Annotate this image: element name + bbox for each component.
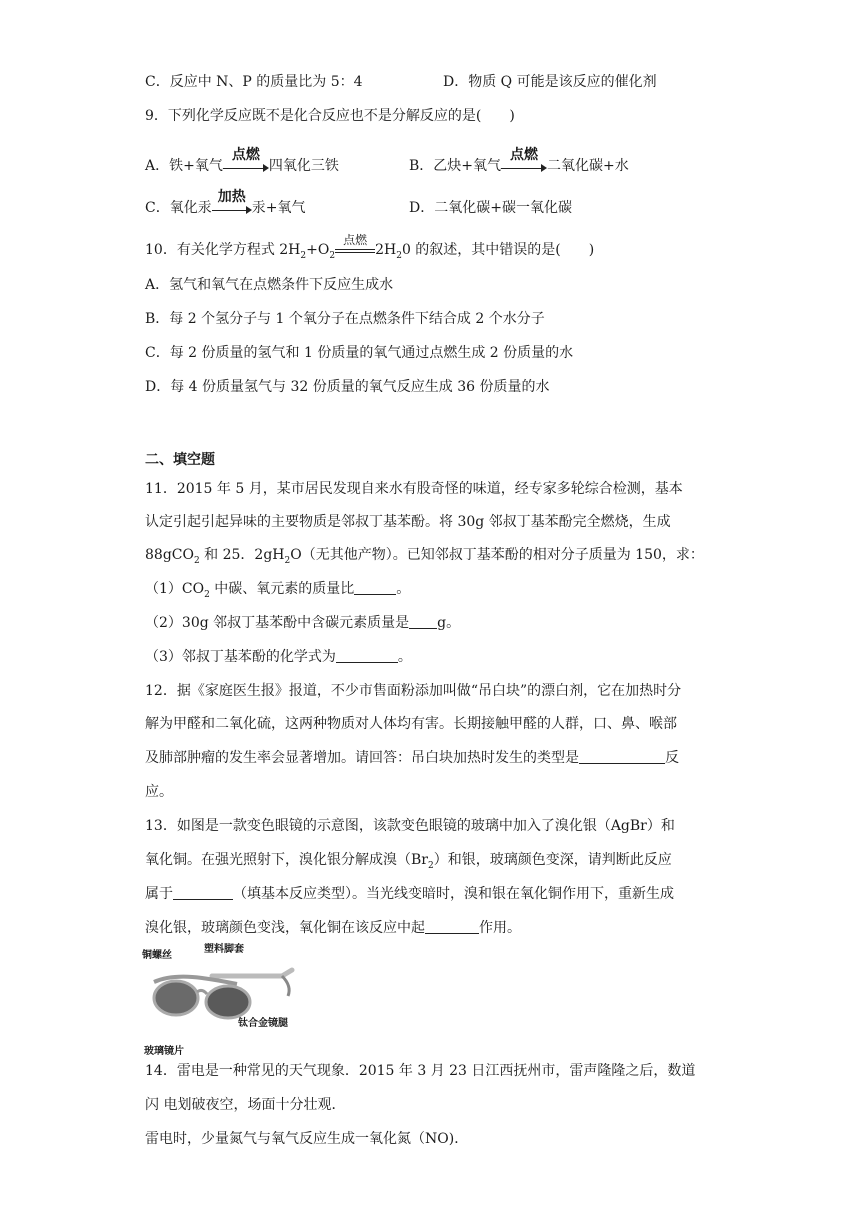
q10-option-d: D．每 4 份质量氢气与 32 份质量的氧气反应生成 36 份质量的水 (145, 379, 550, 395)
q9-a-condition: 点燃 (231, 147, 260, 163)
answer-blank[interactable] (409, 614, 437, 629)
q9-b-condition: 点燃 (510, 147, 539, 163)
section-title: 二、填空题 (145, 452, 215, 468)
q9-a-products: 四氧化三铁 (268, 158, 339, 174)
q8-option-c: C．反应中 N、P 的质量比为 5：4 (145, 74, 363, 90)
q12-line2: 解为甲醛和二氧化硫，这两种物质对人体均有害。长期接触甲醛的人群，口、鼻、喉部 (145, 716, 677, 732)
q10-option-a: A．氢气和氧气在点燃条件下反应生成水 (145, 277, 394, 293)
answer-blank[interactable] (336, 648, 398, 663)
answer-blank[interactable] (579, 749, 665, 764)
q8-option-d: D．物质 Q 可能是该反应的催化剂 (443, 74, 657, 90)
q13-line4: 溴化银，玻璃颜色变浅，氧化铜在该反应中起 作用。 (145, 920, 521, 936)
answer-blank[interactable] (173, 885, 233, 900)
reaction-arrow (501, 147, 547, 176)
q9-option-c (145, 189, 306, 218)
q11-part2: （2）30g 邻叔丁基苯酚中含碳元素质量是 g。 (145, 615, 461, 631)
label-sleeve: 塑料脚套 (204, 944, 244, 955)
reaction-arrow (223, 147, 269, 176)
q14-line1: 14．雷电是一种常见的天气现象．2015 年 3 月 23 日江西抚州市，雷声隆隆之后，数道 (145, 1063, 696, 1079)
equation-condition: 点燃 (335, 240, 375, 260)
q10-option-c: C．每 2 份质量的氢气和 1 份质量的氧气通过点燃生成 2 份质量的水 (145, 345, 574, 361)
label-screw: 铜螺丝 (142, 950, 172, 961)
q10-stem: 10．有关化学方程式 $2H_2+O_2$ 点燃 $2H_20$ 的叙述，其中错误的是( ) (145, 233, 595, 261)
q9-c-reactants: C．氧化汞 (145, 200, 212, 216)
q9-b-products: 二氧化碳+水 (547, 158, 629, 174)
q13-line1: 13．如图是一款变色眼镜的示意图，该款变色眼镜的玻璃中加入了溴化银（AgBr）和 (145, 818, 675, 834)
q9-a-reactants: A．铁+氧气 (145, 158, 223, 174)
q9-option-b (409, 147, 629, 176)
q9-option-d: D．二氧化碳+碳一氧化碳 (409, 200, 572, 216)
q11-part3: （3）邻叔丁基苯酚的化学式为 。 (145, 649, 412, 665)
q11-line1: 11．2015 年 5 月，某市居民发现自来水有股奇怪的味道，经专家多轮综合检测，基本 (145, 481, 683, 497)
q9-c-products: 汞+氧气 (251, 200, 306, 216)
reaction-arrow (212, 189, 252, 218)
answer-blank[interactable] (425, 919, 479, 934)
q9-option-a (145, 147, 339, 176)
q12-line4: 应。 (145, 784, 173, 800)
label-lens: 玻璃镜片 (144, 1046, 184, 1057)
q12-line3: 及肺部肿瘤的发生率会显著增加。请回答：吊白块加热时发生的类型是 反 (145, 750, 679, 766)
answer-blank[interactable] (354, 580, 396, 595)
q14-line2: 闪 电划破夜空，场面十分壮观． (145, 1097, 346, 1113)
q9-stem: 9．下列化学反应既不是化合反应也不是分解反应的是( ) (145, 108, 515, 124)
q13-line3: 属于 （填基本反应类型）。当光线变暗时，溴和银在氧化铜作用下，重新生成 (145, 886, 674, 902)
q12-line1: 12．据《家庭医生报》报道，不少市售面粉添加叫做“吊白块”的漂白剂，它在加热时分 (145, 683, 682, 699)
glasses-figure (142, 940, 310, 1060)
q11-line3: 88gCO$_2$ 和 25．$2gH_2O$（无其他产物）。已知邻叔丁基苯酚的相对分子质量为 150，求： (145, 547, 704, 566)
q10-option-b: B．每 2 个氢分子与 1 个氧分子在点燃条件下结合成 2 个水分子 (145, 311, 545, 327)
q14-line3: 雷电时，少量氮气与氧气反应生成一氧化氮（NO)． (145, 1131, 469, 1147)
label-temple: 钛合金镜腿 (238, 1018, 288, 1029)
q9-b-reactants: B．乙炔+氧气 (409, 158, 502, 174)
q11-part1: $(1)CO_2$ 中碳、氧元素的质量比 。 (145, 581, 411, 600)
q11-line2: 认定引起引起异味的主要物质是邻叔丁基苯酚。将 30g 邻叔丁基苯酚完全燃烧，生成 (145, 514, 671, 530)
q9-c-condition: 加热 (217, 189, 246, 205)
q13-line2: 氧化铜。在强光照射下，溴化银分解成溴$(Br_2)$和银，玻璃颜色变深，请判断此反应 (145, 852, 672, 871)
